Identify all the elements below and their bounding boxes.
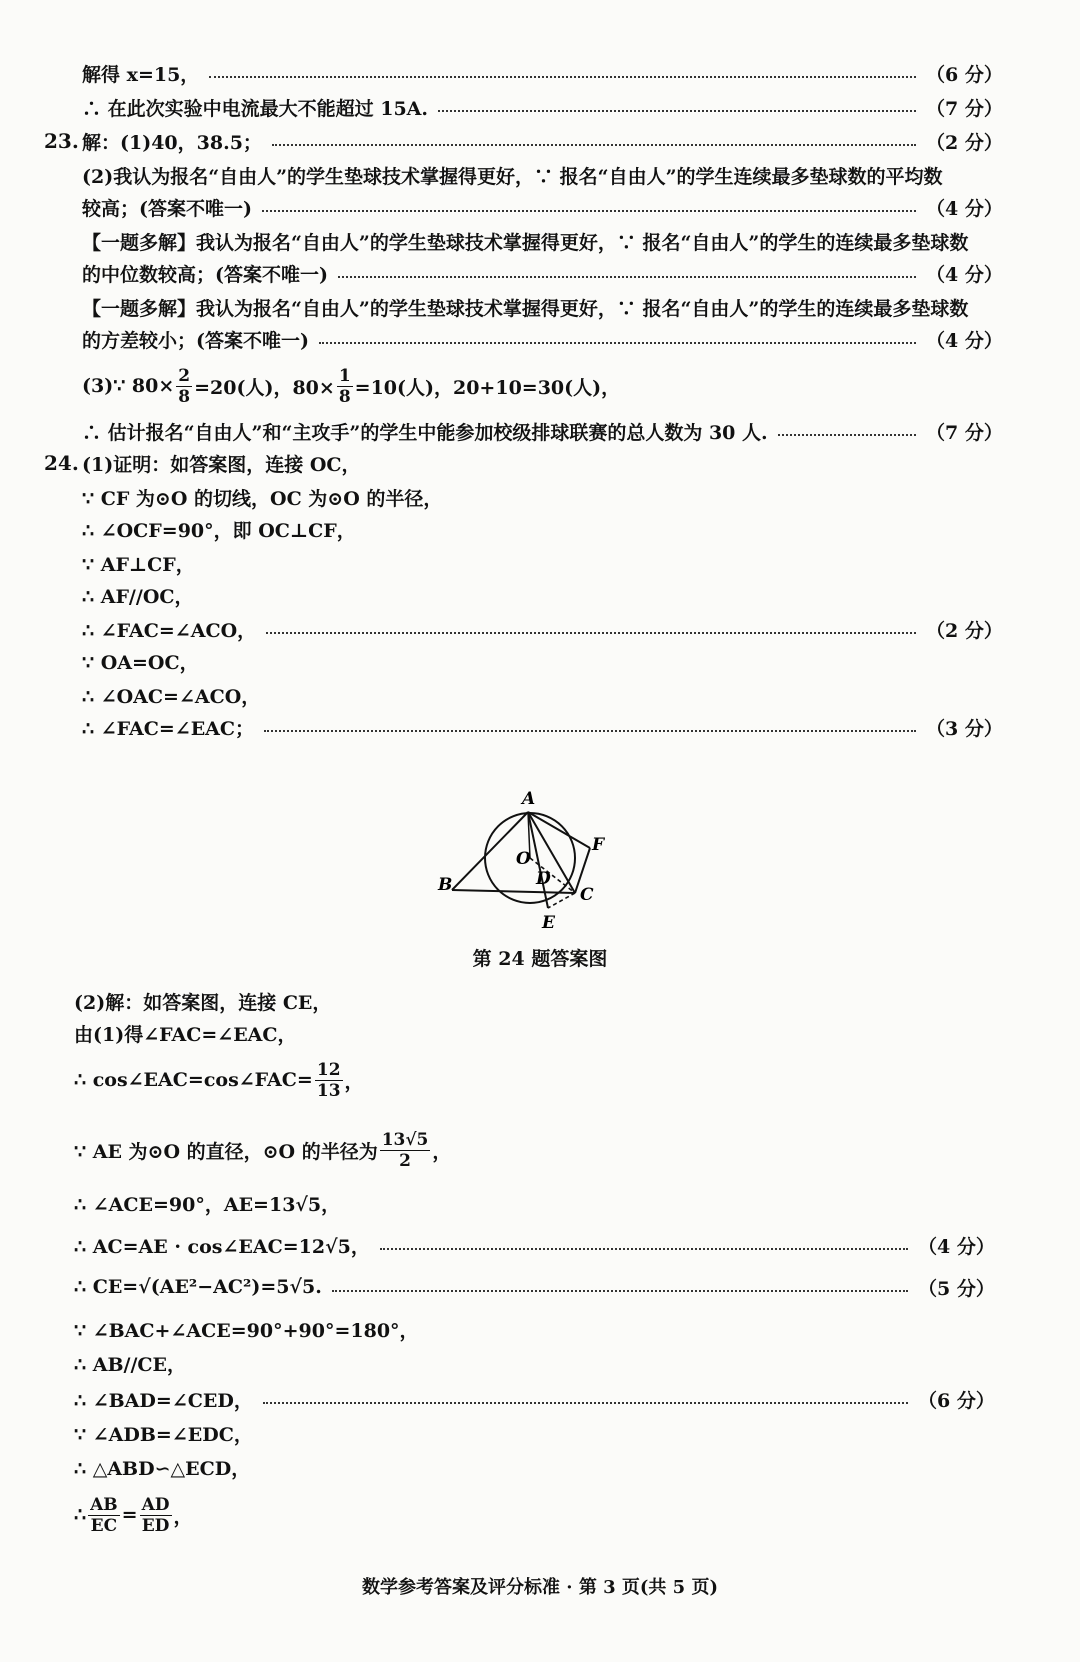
line-alt-solution-1a: 【一题多解】我认为报名“自由人”的学生垫球技术掌握得更好，∵ 报名“自由人”的学生的连续最多垫球数 — [82, 231, 969, 254]
line-part2-step: ∴ AC=AE · cos∠EAC=12√5， （4 分） — [74, 1228, 984, 1262]
figure-caption: 第 24 题答案图 — [472, 948, 608, 970]
fraction: $\frac{13√5}{2}$ — [381, 1129, 429, 1171]
label-c: C — [580, 885, 594, 905]
question-number-24: 24. — [44, 451, 79, 475]
label-f: F — [592, 835, 605, 855]
line-ratio: ∴ $\frac{AB}{EC}$ = $\frac{AD}{ED}$ ， — [74, 1494, 193, 1536]
line-part2-step: ∴ △ABD∽△ECD， — [74, 1457, 251, 1480]
line-q23-part1: 解：(1)40，38.5； （2 分） — [82, 124, 992, 158]
score: （4 分） — [918, 1235, 995, 1258]
score: （7 分） — [926, 421, 1003, 444]
fraction: $\frac{AD}{ED}$ — [141, 1494, 170, 1536]
score: （7 分） — [926, 97, 1003, 120]
fraction: $\frac{AB}{EC}$ — [90, 1494, 118, 1536]
score: （4 分） — [926, 197, 1003, 220]
line-part2-step: 由(1)得∠FAC=∠EAC， — [74, 1023, 297, 1046]
label-o: O — [516, 849, 531, 869]
score: （3 分） — [926, 717, 1003, 740]
geometry-figure — [430, 786, 640, 946]
page-footer: 数学参考答案及评分标准 · 第 3 页(共 5 页) — [362, 1577, 718, 1598]
line-proof-step: ∵ AF⊥CF， — [82, 553, 195, 576]
line-proof-step: ∴ ∠OAC=∠ACO， — [82, 685, 261, 708]
segment-ae — [528, 812, 548, 908]
label-d: D — [536, 869, 551, 889]
line-cos-value: ∴ cos∠EAC=cos∠FAC= $\frac{12}{13}$ ， — [74, 1059, 364, 1101]
score: （2 分） — [926, 619, 1003, 642]
line-part2-step: ∴ AB//CE， — [74, 1353, 186, 1376]
fraction: $\frac{2}{8}$ — [178, 365, 191, 407]
question-number-23: 23. — [44, 129, 79, 153]
line-part2-step: ∴ ∠ACE=90°，AE=13√5， — [74, 1193, 341, 1216]
fraction: $\frac{12}{13}$ — [316, 1059, 341, 1101]
segment-ce — [548, 893, 575, 908]
line-proof-step: ∵ OA=OC， — [82, 651, 199, 674]
line-q23-part2a: (2)我认为报名“自由人”的学生垫球技术掌握得更好，∵ 报名“自由人”的学生连续最多垫球数的平均数 — [82, 165, 943, 188]
label-e: E — [542, 913, 555, 933]
line-current-conclusion: ∴ 在此次实验中电流最大不能超过 15A. （7 分） — [82, 90, 992, 124]
line-q23-conclusion: ∴ 估计报名“自由人”和“主攻手”的学生中能参加校级排球联赛的总人数为 30 人. （7 分） — [82, 414, 992, 448]
score: （4 分） — [926, 329, 1003, 352]
score: （2 分） — [926, 131, 1003, 154]
line-q24-proof-start: (1)证明：如答案图，连接 OC， — [82, 453, 361, 476]
score: （6 分） — [926, 63, 1003, 86]
line-q23-part2b: 较高；(答案不唯一) （4 分） — [82, 190, 992, 224]
segment-bc — [452, 890, 575, 893]
line-proof-step: ∵ CF 为⊙O 的切线，OC 为⊙O 的半径， — [82, 487, 443, 510]
line-proof-step: ∴ ∠OCF=90°，即 OC⊥CF， — [82, 519, 356, 542]
line-q23-part3: (3)∵ 80× $\frac{2}{8}$ =20(人)，80× $\frac{1}{8}$ =10(人)，20+10=30(人)， — [82, 365, 621, 407]
line-radius: ∵ AE 为⊙O 的直径，⊙O 的半径为 $\frac{13√5}{2}$ ， — [74, 1129, 452, 1171]
score: （4 分） — [926, 263, 1003, 286]
label-b: B — [438, 875, 453, 895]
line-part2-step: ∵ ∠ADB=∠EDC， — [74, 1423, 253, 1446]
line-alt-solution-2b: 的方差较小；(答案不唯一) （4 分） — [82, 322, 992, 356]
line-solve-x: 解得 x=15， （6 分） — [82, 56, 992, 90]
line-proof-step: ∴ AF//OC， — [82, 585, 194, 608]
score: （6 分） — [918, 1389, 995, 1412]
line-alt-solution-2a: 【一题多解】我认为报名“自由人”的学生垫球技术掌握得更好，∵ 报名“自由人”的学生的连续最多垫球数 — [82, 297, 969, 320]
score: （5 分） — [918, 1277, 995, 1300]
line-part2-start: (2)解：如答案图，连接 CE， — [74, 991, 332, 1014]
line-proof-step: ∴ ∠FAC=∠EAC； （3 分） — [82, 710, 992, 744]
line-proof-step: ∴ ∠FAC=∠ACO， （2 分） — [82, 612, 992, 646]
fraction: $\frac{1}{8}$ — [338, 365, 351, 407]
line-alt-solution-1b: 的中位数较高；(答案不唯一) （4 分） — [82, 256, 992, 290]
line-part2-step: ∴ CE=√(AE²−AC²)=5√5. （5 分） — [74, 1270, 984, 1304]
line-part2-step: ∵ ∠BAC+∠ACE=90°+90°=180°， — [74, 1319, 419, 1342]
line-part2-step: ∴ ∠BAD=∠CED， （6 分） — [74, 1382, 984, 1416]
label-a: A — [522, 789, 536, 809]
